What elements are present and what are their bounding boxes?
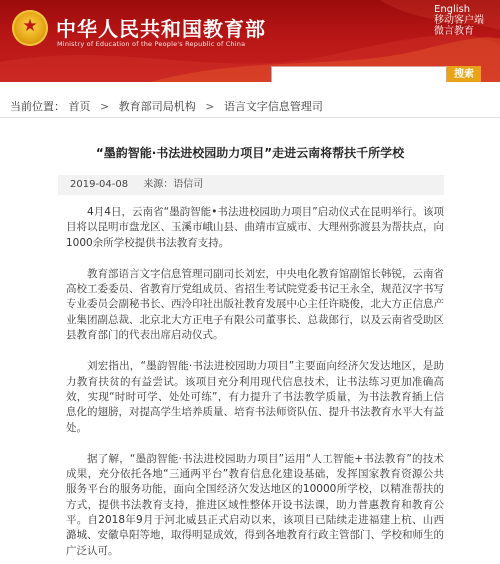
weiyan-link[interactable]: 微言教育: [434, 26, 474, 37]
breadcrumb-prefix: 当前位置：: [10, 100, 65, 113]
article-paragraph: 据了解，“墨韵智能·书法进校园助力项目”运用“人工智能+书法教育”的技术成果，充分依托各地“三通两平台”教育信息化建设基础，发挥国家教育资源公共服务平台的服务功能，面向全国经济欠发达地区的10000所学校，以精准帮扶的方式，提供书法教育支持，推进区域性整体开设书法课，助力普惠教育和教育公平。自2018年9月于河北威县正式启动以来，该项目已陆续走进福建上杭、山西潞城、安徽阜阳等地，取得明显成效，得到各地教育行政主管部门、学校和师生的广泛认可。: [66, 452, 444, 557]
breadcrumb-separator: >: [100, 100, 110, 113]
breadcrumb-current[interactable]: 语言文字信息管理司: [223, 100, 323, 113]
article-paragraph: 刘宏指出，“墨韵智能·书法进校园助力项目”主要面向经济欠发达地区，是助力教育扶贫的有益尝试。该项目充分利用现代信息技术，让书法练习更加准确高效，实现“时时可学、处处可练”，有力提升了书法教学质量，为书法教育插上信息化的翅膀，对提高学生培养质量、培育书法师资队伍、提升书法教育水平大有益处。: [66, 360, 444, 434]
article-title: “墨韵智能·书法进校园助力项目”走进云南将帮扶千所学校: [95, 146, 405, 160]
header-links: [434, 4, 484, 37]
article-body: [66, 205, 444, 564]
article-meta: [58, 175, 444, 195]
article-date: 2019-04-08: [70, 179, 129, 190]
site-header: [0, 0, 500, 82]
site-title[interactable]: 中华人民共和国教育部: [56, 17, 266, 41]
breadcrumb-home[interactable]: 首页: [68, 100, 91, 113]
article-paragraph: 教育部语言文字信息管理司副司长刘宏，中央电化教育馆副馆长韩锐，云南省高校工委委员、省教育厅党组成员、省招生考试院党委书记王永全，规范汉字书写专业委员会副秘书长、西泠印社出版社教育发展中心主任许晓俊，北大方正信息产业集团副总裁、北京北大方正电子有限公司董事长、总裁郎行，以及云南省受助区县教育部门的代表出席启动仪式。: [66, 267, 444, 342]
english-link[interactable]: English: [434, 4, 471, 15]
breadcrumb-separator: >: [205, 100, 215, 113]
breadcrumb: [10, 98, 323, 114]
article-source: 来源：语信司: [143, 179, 204, 190]
breadcrumb-divider: [0, 117, 500, 118]
breadcrumb-department[interactable]: 教育部司局机构: [118, 100, 196, 113]
site-subtitle: Ministry of Education of the People's Republic of China: [57, 40, 246, 48]
search-button[interactable]: 搜索: [447, 66, 481, 82]
mobile-client-link[interactable]: 移动客户端: [434, 15, 484, 26]
national-emblem-icon[interactable]: [12, 10, 48, 46]
search-input[interactable]: [271, 66, 447, 82]
article-paragraph: 4月4日，云南省“墨韵智能•书法进校园助力项目”启动仪式在昆明举行。该项目将以昆明市盘龙区、玉溪市峨山县、曲靖市宣威市、大理州弥渡县为帮扶点，向1000余所学校提供书法教育支持。: [66, 206, 444, 249]
